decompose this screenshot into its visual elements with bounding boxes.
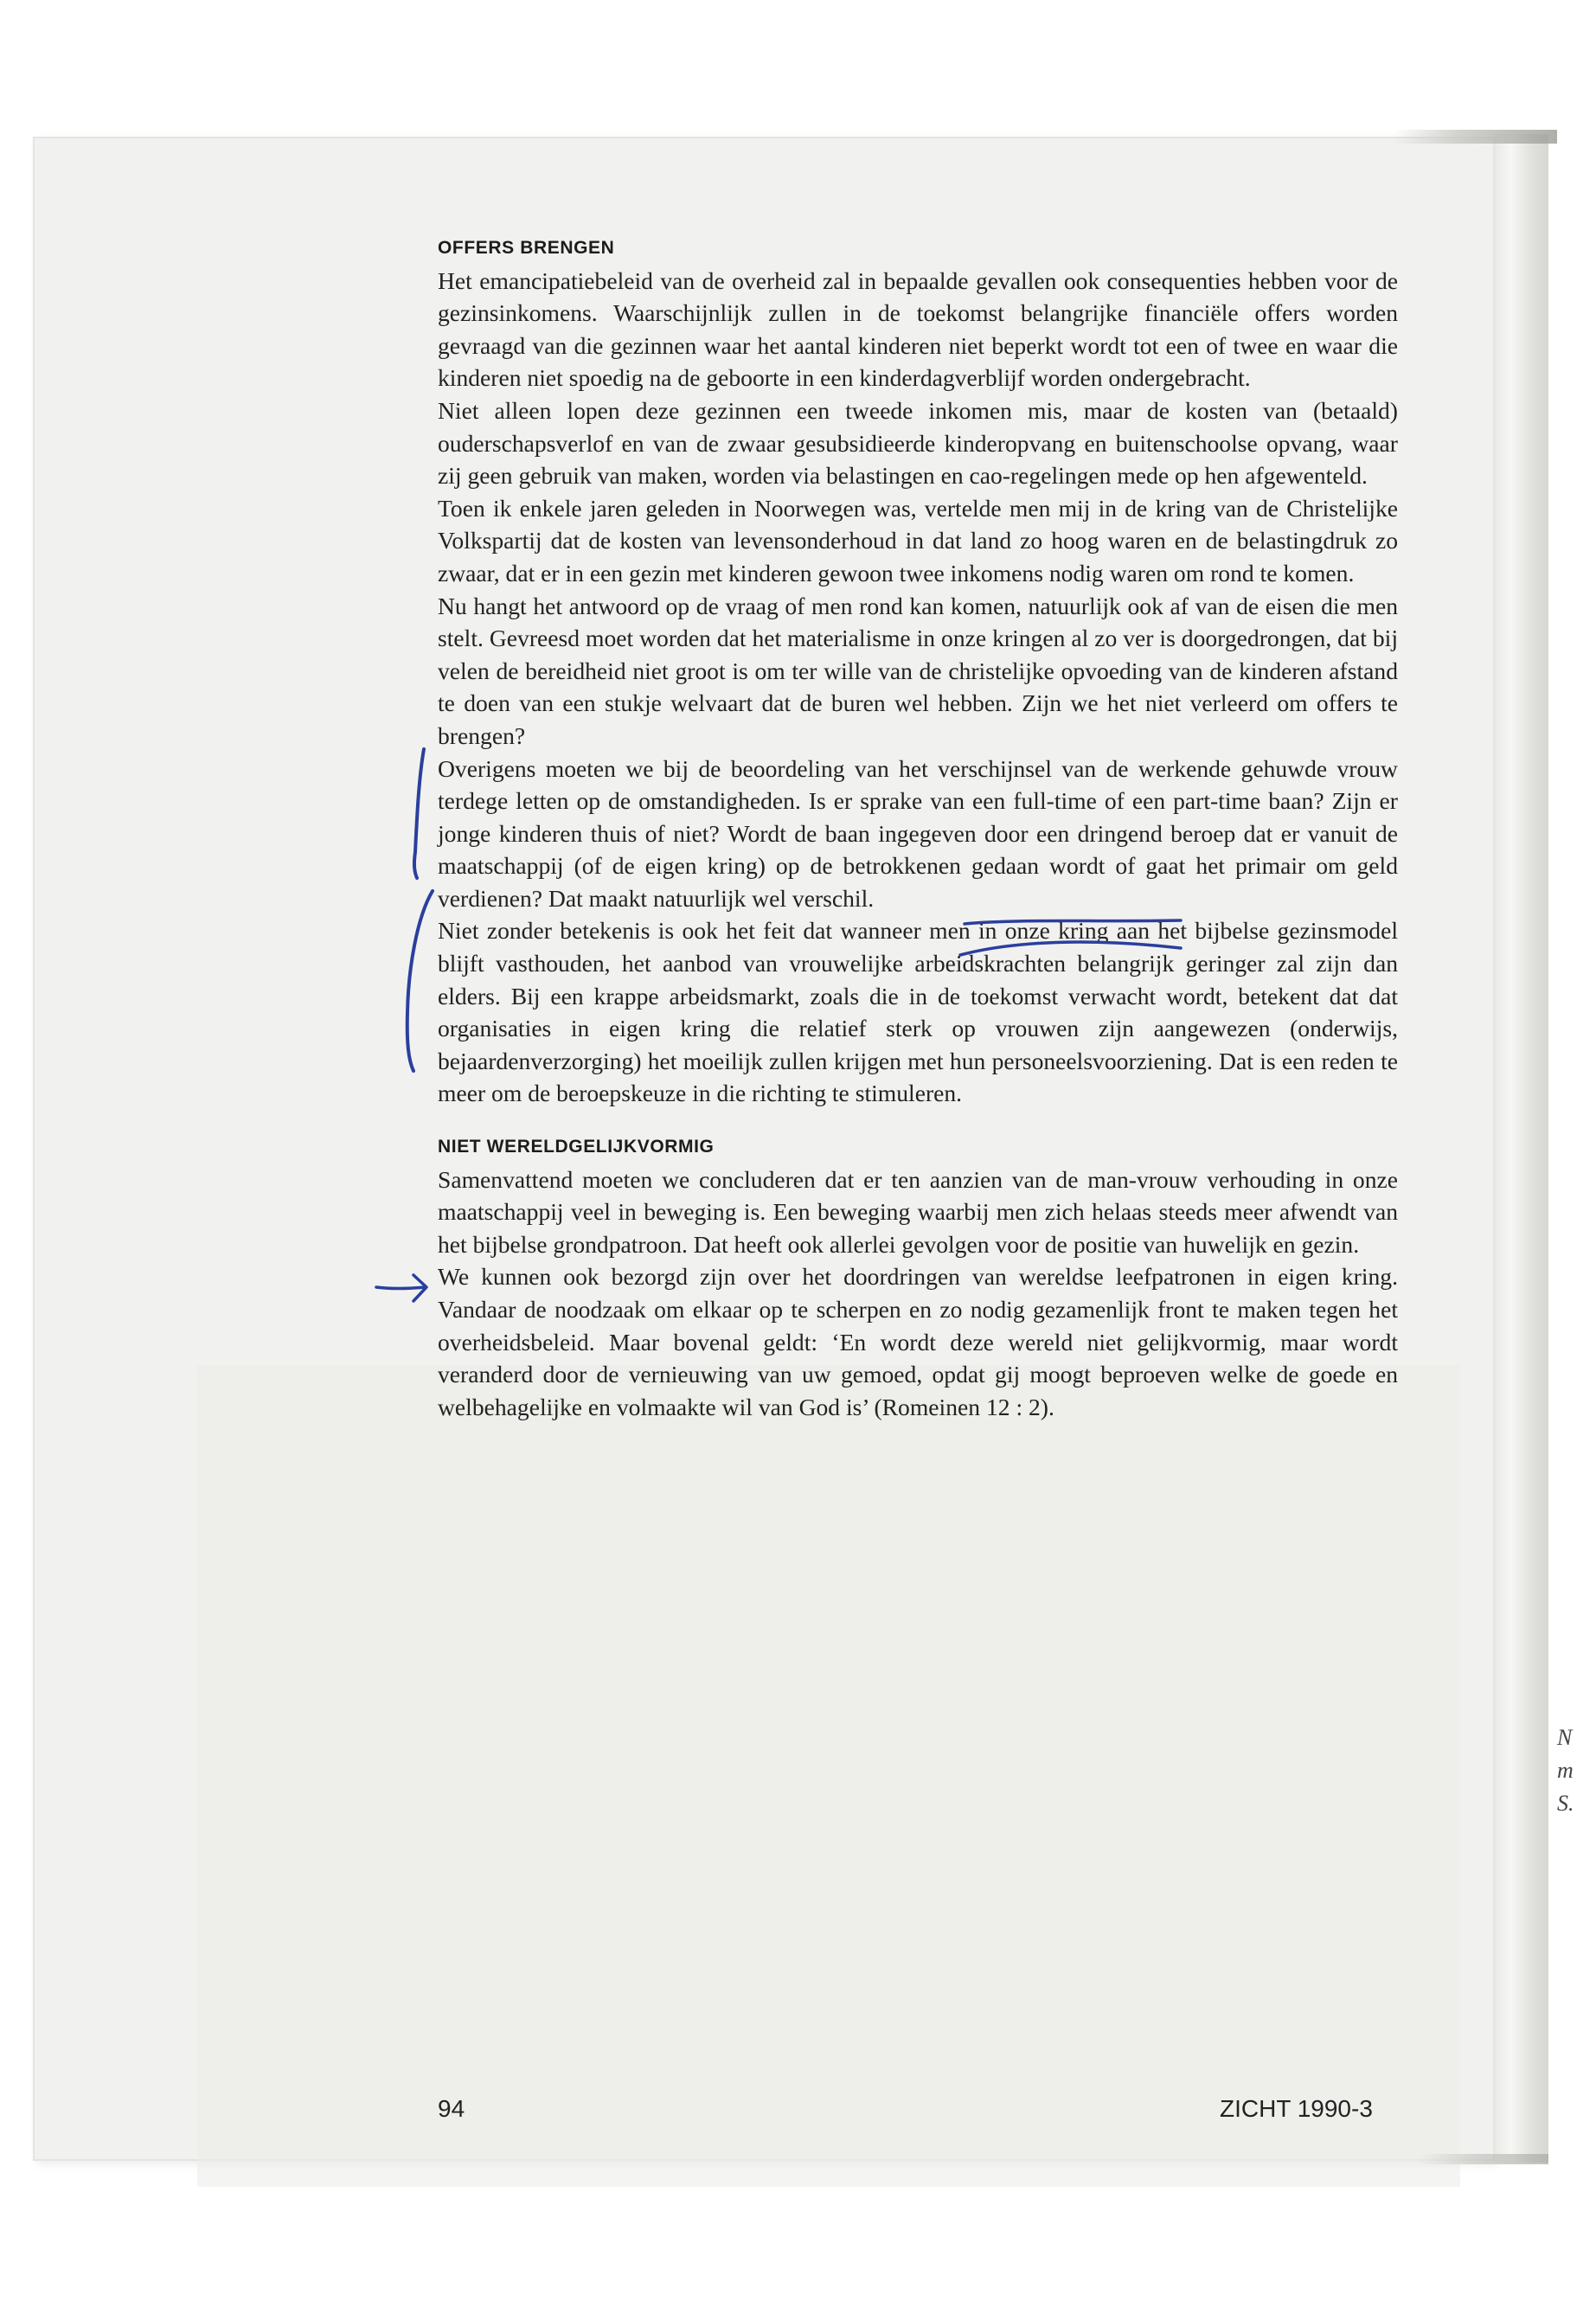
spine-edge-bottom xyxy=(1419,2154,1548,2164)
paragraph: Het emancipatiebeleid van de overheid zal in bepaalde gevallen ook consequenties hebben voor de gezinsinkomens. Waarschijnlijk zullen in de toekomst belangrijke financiële offers worden gevraagd van die gezinnen waar het aantal kinderen niet beperkt wordt tot een of twee en waar die kinderen niet spoedig na de geboorte in een kinderdagverblijf worden ondergebracht. xyxy=(438,266,1398,392)
page-number: 94 xyxy=(438,2095,465,2122)
fragment-line: S. xyxy=(1557,1791,1574,1816)
paragraph: Niet alleen lopen deze gezinnen een tweede inkomen mis, maar de kosten van (betaald) ouderschapsverlof en van de zwaar gesubsidieerde kinderopvang en buitenschoolse opvang, waar zij geen gebruik van maken, worden via belastingen en cao-regelingen mede op hen afgewenteld. xyxy=(438,396,1398,490)
paragraph: We kunnen ook bezorgd zijn over het doordringen van wereldse leefpatronen in eigen kring. Vandaar de noodzaak om elkaar op te scherpen en zo nodig gezamenlijk front te maken tegen het overheidsbeleid. Maar bovenal geldt: ‘En wordt deze wereld niet gelijkvormig, maar wordt veranderd door de vernieuwing van uw gemoed, opdat gij moogt beproeven welke de goede en welbehagelijke en volmaakte wil van God is’ (Romeinen 12 : 2). xyxy=(438,1263,1398,1420)
section-heading-niet-wereldgelijkvormig: NIET WERELDGELIJKVORMIG xyxy=(438,1137,715,1157)
article-text xyxy=(438,232,1398,1423)
show-through-image xyxy=(197,1365,1460,2187)
book-spine xyxy=(1495,134,1548,2163)
fragment-line: m xyxy=(1557,1758,1574,1783)
magazine-issue: ZICHT 1990-3 xyxy=(1220,2095,1373,2122)
section-heading-offers: OFFERS BRENGEN xyxy=(438,238,615,258)
spine-edge-top xyxy=(1393,130,1557,144)
paragraph: Niet zonder betekenis is ook het feit dat wanneer men in onze kring aan het bijbelse gezinsmodel blijft vasthouden, het aanbod van vrouwelijke arbeidskrachten belangrijk geringer zal zijn dan elders. Bij een krappe arbeidsmarkt, zoals die in de toekomst verwacht wordt, betekent dat dat organisaties in eigen kring die relatief sterk op vrouwen zijn aangewezen (onderwijs, bejaardenverzorging) het moeilijk zullen krijgen met hun personeelsvoorziening. Dat is een reden te meer om de beroepskeuze in die richting te stimuleren. xyxy=(438,917,1398,1107)
next-page-fragment xyxy=(1557,1721,1592,1820)
fragment-line: N xyxy=(1557,1725,1573,1750)
paragraph: Nu hangt het antwoord op de vraag of men rond kan komen, natuurlijk ook af van de eisen die men stelt. Gevreesd moet worden dat het materialisme in onze kringen al zo ver is doorgedrongen, dat bij velen de bereidheid niet groot is om ter wille van de christelijke opvoeding van de kinderen afstand te doen van een stukje welvaart dat de buren wel hebben. Zijn we het niet verleerd om offers te brengen? xyxy=(438,592,1398,749)
paragraph: Overigens moeten we bij de beoordeling van het verschijnsel van de werkende gehuwde vrouw terdege letten op de omstandigheden. Is er sprake van een full-time of een part-time baan? Zijn er jonge kinderen thuis of niet? Wordt de baan ingegeven door een dringend beroep dat er vanuit de maatschappij (of de eigen kring) op de betrokkenen gedaan wordt of gaat het primair om geld verdienen? Dat maakt natuurlijk wel verschil. xyxy=(438,754,1398,912)
paragraph: Samenvattend moeten we concluderen dat er ten aanzien van de man-vrouw verhouding in onze maatschappij veel in beweging is. Een beweging waarbij men zich helaas steeds meer afwendt van het bijbelse grondpatroon. Dat heeft ook allerlei gevolgen voor de positie van huwelijk en gezin. xyxy=(438,1165,1398,1258)
paragraph: Toen ik enkele jaren geleden in Noorwegen was, vertelde men mij in de kring van de Christelijke Volkspartij dat de kosten van levensonderhoud in dat land zo hoog waren en de belastingdruk zo zwaar, dat er in een gezin met kinderen gewoon twee inkomens nodig waren om rond te komen. xyxy=(438,494,1398,586)
